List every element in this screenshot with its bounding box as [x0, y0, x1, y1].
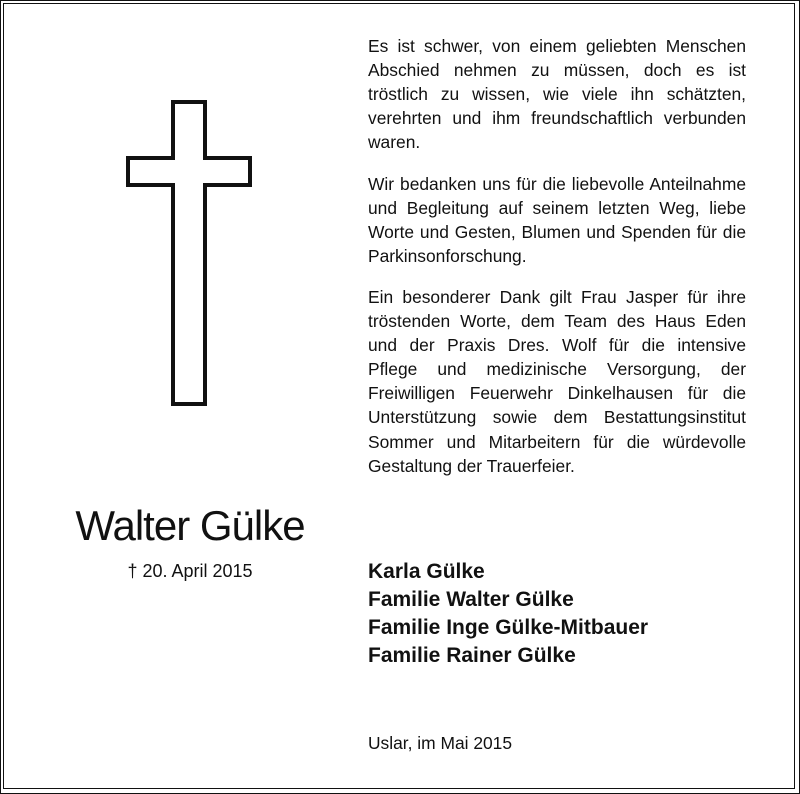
paragraph-farewell: Es ist schwer, von einem geliebten Menschen Abschied nehmen zu müssen, doch es ist tröstlich zu wissen, wie viele ihn schätzten, verehrten und ihm freundschaftlich verbunden waren.	[368, 36, 746, 153]
cross-icon	[126, 100, 252, 406]
place-date: Uslar, im Mai 2015	[368, 733, 513, 753]
signer-name: Karla Gülke	[368, 560, 485, 583]
signer-name: Familie Walter Gülke	[368, 588, 574, 611]
deceased-name: Walter Gülke	[75, 502, 305, 549]
signer-name: Familie Inge Gülke-Mitbauer	[368, 616, 649, 639]
signer-name: Familie Rainer Gülke	[368, 644, 576, 667]
death-date: † 20. April 2015	[127, 561, 253, 581]
paragraph-thanks: Wir bedanken uns für die liebevolle Anteilnahme und Begleitung auf seinem letzten Weg, liebe Worte und Gesten, Blumen und Spenden für die Parkinsonforschung.	[368, 174, 746, 267]
paragraph-special-thanks: Ein besonderer Dank gilt Frau Jasper für ihre tröstenden Worte, dem Team des Haus Eden und der Praxis Dres. Wolf für die intensive Pflege und medizinische Versorgung, der Freiwilligen Feuerwehr Dinkelhausen für die Unterstützung sowie dem Bestattungsinstitut Sommer und Mitarbeitern für die würdevolle Gestaltung der Trauerfeier.	[368, 287, 746, 476]
